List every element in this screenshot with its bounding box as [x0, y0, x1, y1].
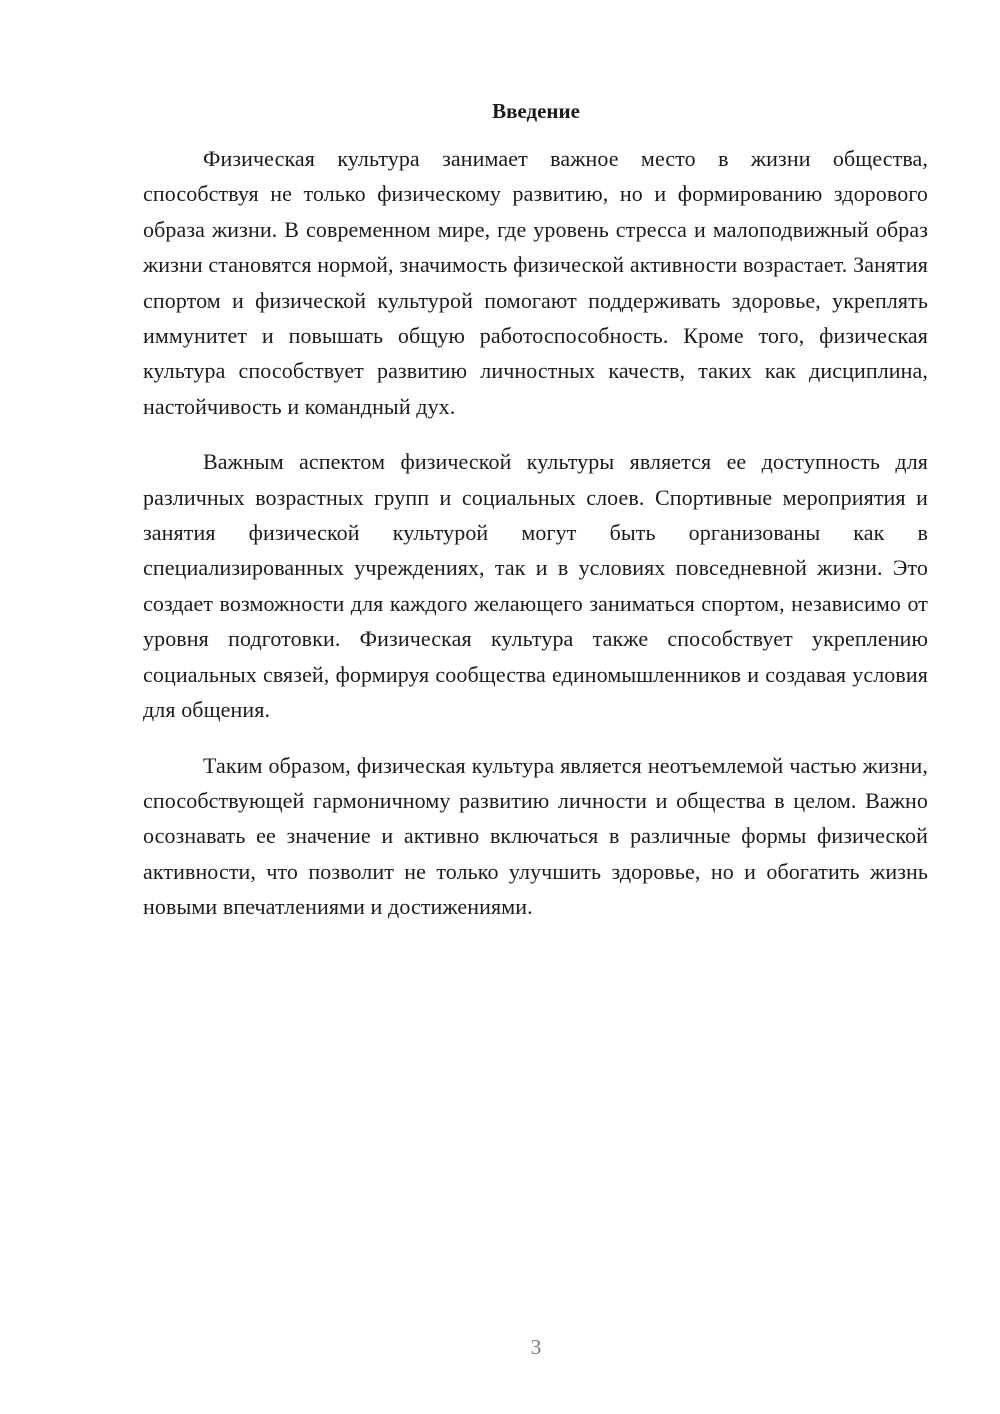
paragraph-1: Физическая культура занимает важное место в жизни общества, способствуя не только физическому развитию, но и формированию здорового образа жизни. В современном мире, где уровень стресса и малоподвижный образ жизни становятся нормой, значимость физической активности возрастает. Занятия спортом и физической культурой помогают поддерживать здоровье, укреплять иммунитет и повышать общую работоспособность. Кроме того, физическая культура способствует развитию личностных качеств, таких как дисциплина, настойчивость и командный дух. [143, 146, 928, 419]
body-text [143, 141, 928, 945]
paragraph-3: Таким образом, физическая культура является неотъемлемой частью жизни, способствующей гармоничному развитию личности и общества в целом. Важно осознавать ее значение и активно включаться в различные формы физической активности, что позволит не только улучшить здоровье, но и обогатить жизнь новыми впечатлениями и достижениями. [143, 752, 928, 920]
paragraph-2: Важным аспектом физической культуры является ее доступность для различных возрастных групп и социальных слоев. Спортивные мероприятия и занятия физической культурой могут быть организованы как в специализированных учреждениях, так и в условиях повседневной жизни. Это создает возможности для каждого желающего заниматься спортом, независимо от уровня подготовки. Физическая культура также способствует укреплению социальных связей, формируя сообщества единомышленников и создавая условия для общения. [143, 449, 928, 723]
page-number: 3 [530, 1335, 542, 1359]
page-title: Введение [492, 99, 580, 123]
